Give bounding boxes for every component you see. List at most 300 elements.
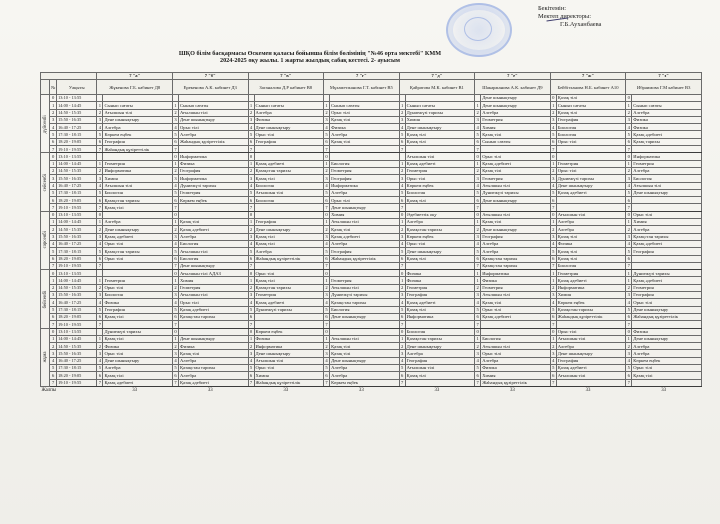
cell-lesson-number: 3	[552, 350, 555, 356]
cell-subject: Дүниежүзі тарихы	[178, 182, 248, 189]
cell-lesson-number: 5	[98, 307, 102, 313]
title-line-2: 2024-2025 оқу жылы. 1 жарты жылдық сабақ кестесі. 2- ауысым	[219, 57, 401, 64]
cell-subject: Дене шынықтыру	[330, 357, 400, 364]
cell-subject: География	[556, 357, 626, 364]
table-row	[41, 357, 702, 364]
table-row	[41, 160, 702, 167]
cell-subject: Көркем еңбек	[254, 328, 324, 335]
cell-subject: Қазақ тілі	[330, 350, 400, 357]
cell-subject	[556, 197, 626, 204]
cell-lesson-number: 2	[249, 110, 253, 116]
cell-lesson-number: 6	[249, 197, 253, 203]
cell-lesson-number: 2	[552, 110, 555, 116]
cell-subject: Информатика	[254, 343, 324, 350]
cell-subject: Орыс тілі	[178, 124, 248, 131]
lesson-time: 13:10 - 13:55	[57, 270, 97, 277]
lesson-time: 19:10 - 19:55	[57, 379, 97, 386]
cell-subject	[330, 270, 400, 277]
cell-subject: Қазақ тілі	[330, 343, 400, 350]
cell-subject	[405, 321, 475, 328]
cell-subject: Дене шынықтыру	[481, 95, 551, 102]
cell-lesson-number: 3	[174, 117, 177, 123]
cell-subject: Қазақ тілі	[481, 299, 551, 306]
cell-subject: Көркем еңбек	[632, 357, 702, 364]
grade-label: 7 "а"	[97, 73, 173, 80]
table-row	[41, 299, 702, 306]
cell-subject: Биология	[254, 182, 324, 189]
cell-lesson-number: 1	[476, 102, 479, 108]
cell-subject: Дене шынықтыру	[330, 204, 400, 211]
cell-subject: Қазақ тілі	[330, 138, 400, 145]
cell-subject: Орыс тілі	[330, 197, 400, 204]
cell-subject	[254, 211, 324, 218]
cell-subject: Қазақстан тарихы	[254, 167, 324, 174]
cell-lesson-number: 0	[552, 153, 555, 159]
cell-lesson-number: 4	[476, 241, 479, 247]
cell-lesson-number: 7	[552, 380, 555, 386]
table-row	[41, 277, 702, 284]
lesson-number: 2	[50, 226, 57, 233]
lesson-time: 18:20 - 19:05	[57, 372, 97, 379]
cell-lesson-number: 1	[98, 102, 102, 108]
cell-lesson-number: 2	[325, 168, 328, 174]
lesson-number: 4	[50, 240, 57, 247]
cell-subject: Химия	[632, 219, 702, 226]
cell-lesson-number: 5	[552, 365, 555, 371]
cell-subject: Ағылшын тілі	[254, 189, 324, 196]
cell-lesson-number: 2	[400, 110, 404, 116]
cell-subject: Информатика	[330, 182, 400, 189]
lesson-time: 17:30 - 18:15	[57, 248, 97, 255]
cell-subject: Ағылшын тілі	[103, 109, 173, 116]
table-row	[41, 95, 702, 102]
cell-subject	[103, 262, 173, 269]
cell-lesson-number: 7	[627, 204, 630, 210]
cell-lesson-number: 7	[249, 380, 253, 386]
cell-subject: Биология	[556, 124, 626, 131]
cell-subject	[405, 146, 475, 153]
cell-lesson-number: 2	[249, 168, 253, 174]
cell-lesson-number: 0	[400, 270, 404, 276]
cell-lesson-number: 6	[249, 255, 253, 261]
cell-lesson-number: 2	[174, 285, 177, 291]
cell-subject	[254, 313, 324, 320]
lesson-time: 18:20 - 19:05	[57, 197, 97, 204]
cell-lesson-number: 2	[627, 226, 630, 232]
cell-lesson-number: 4	[627, 241, 630, 247]
cell-subject: Көркем еңбек	[556, 299, 626, 306]
cell-subject: Дене шынықтыру	[405, 343, 475, 350]
cell-lesson-number: 2	[400, 168, 404, 174]
lesson-number: 7	[50, 321, 57, 328]
lesson-number: 0	[50, 211, 57, 218]
cell-subject: Алгебра	[330, 364, 400, 371]
cell-lesson-number: 3	[552, 292, 555, 298]
cell-subject: Биология	[556, 262, 626, 269]
cell-subject: Ағылшын тілі	[178, 109, 248, 116]
table-row	[41, 124, 702, 131]
cell-subject: Қазақ әдебиеті	[178, 306, 248, 313]
cell-lesson-number: 2	[627, 285, 630, 291]
cell-lesson-number: 5	[174, 190, 177, 196]
cell-subject: Ағылшын тілі	[481, 343, 551, 350]
cell-subject: Алгебра	[178, 372, 248, 379]
cell-subject: Геометрия	[330, 167, 400, 174]
cell-subject: Орыс тілі	[632, 299, 702, 306]
cell-lesson-number: 7	[174, 321, 177, 327]
cell-lesson-number: 0	[174, 212, 177, 218]
cell-subject	[405, 95, 475, 102]
table-row	[41, 109, 702, 116]
lesson-time: 16:40 - 17:25	[57, 240, 97, 247]
cell-subject: Биология	[103, 292, 173, 299]
cell-lesson-number: 7	[476, 146, 479, 152]
time-header: Уақыты	[57, 80, 97, 95]
cell-subject	[103, 321, 173, 328]
cell-lesson-number: 5	[476, 190, 479, 196]
cell-subject: Алгебра	[632, 343, 702, 350]
cell-lesson-number: 6	[400, 372, 404, 378]
cell-lesson-number: 3	[627, 175, 630, 181]
cell-lesson-number: 3	[476, 292, 479, 298]
cell-subject: Физика	[481, 364, 551, 371]
cell-lesson-number: 6	[174, 372, 177, 378]
cell-subject: Алгебра	[103, 124, 173, 131]
table-row	[41, 189, 702, 196]
cell-subject: Дене шынықтыру	[178, 335, 248, 342]
cell-lesson-number: 2	[552, 343, 555, 349]
cell-lesson-number: 6	[400, 255, 404, 261]
cell-subject	[330, 146, 400, 153]
lesson-number: 5	[50, 189, 57, 196]
cell-lesson-number: 5	[400, 190, 404, 196]
cell-lesson-number: 1	[174, 219, 177, 225]
cell-subject	[254, 95, 324, 102]
cell-subject: Қазақ тілі	[405, 255, 475, 262]
cell-lesson-number: 4	[249, 358, 253, 364]
grade-label: 7 "ж"	[550, 73, 626, 80]
lesson-time: 16:40 - 17:25	[57, 299, 97, 306]
cell-lesson-number: 0	[249, 328, 253, 334]
cell-lesson-number: 7	[174, 204, 177, 210]
cell-subject: Орыс тілі	[481, 306, 551, 313]
cell-subject: Қазақстан тарихы	[405, 226, 475, 233]
lesson-number: 0	[50, 95, 57, 102]
lesson-time: 14:50 - 15:35	[57, 284, 97, 291]
cell-lesson-number: 0	[249, 212, 253, 218]
cell-subject	[481, 328, 551, 335]
cell-lesson-number: 6	[174, 197, 177, 203]
cell-lesson-number: 2	[627, 343, 630, 349]
cell-subject: Қазақ әдебиеті	[632, 240, 702, 247]
cell-lesson-number: 5	[325, 190, 328, 196]
cell-lesson-number: 0	[174, 270, 177, 276]
cell-lesson-number: 1	[476, 270, 479, 276]
cell-subject: Физика	[481, 277, 551, 284]
cell-subject: Геометрия	[632, 160, 702, 167]
cell-lesson-number: 3	[249, 117, 253, 123]
cell-subject: Қазақстан тарихы	[556, 306, 626, 313]
cell-lesson-number: 7	[249, 321, 253, 327]
cell-subject: Қазақ тілі	[632, 372, 702, 379]
cell-lesson-number: 7	[627, 263, 630, 269]
cell-subject	[178, 321, 248, 328]
cell-subject: Дүниежүзі тарихы	[330, 292, 400, 299]
approval-line-3: Г.Б.Ауханбаева	[560, 21, 602, 28]
cell-subject: Көркем еңбек	[405, 182, 475, 189]
cell-subject: Дене шынықтыру	[405, 248, 475, 255]
cell-lesson-number: 6	[249, 139, 253, 145]
cell-lesson-number: 5	[552, 248, 555, 254]
cell-subject: Дене шынықтыру	[481, 226, 551, 233]
cell-lesson-number: 3	[400, 292, 404, 298]
cell-lesson-number: 1	[249, 336, 253, 342]
cell-lesson-number: 1	[627, 161, 630, 167]
lesson-number: 7	[50, 262, 57, 269]
cell-lesson-number: 1	[325, 219, 328, 225]
cell-lesson-number: 1	[627, 277, 630, 283]
teacher-cabinet-header: Ерекенова А.К. кабинет Д3	[172, 80, 248, 95]
cell-subject: Физика	[178, 343, 248, 350]
cell-subject: Алгебра	[254, 248, 324, 255]
cell-subject: Қазақ тілі	[405, 131, 475, 138]
schedule-table	[40, 72, 702, 395]
cell-subject: Дене шынықтыру	[632, 306, 702, 313]
cell-subject: Қазақ тілі	[254, 233, 324, 240]
table-row	[41, 197, 702, 204]
cell-lesson-number: 2	[400, 285, 404, 291]
cell-lesson-number: 1	[552, 161, 555, 167]
cell-lesson-number: 7	[98, 321, 102, 327]
lesson-time: 14:00 - 14:45	[57, 160, 97, 167]
cell-subject: Жаһандық құзіреттілік	[254, 255, 324, 262]
cell-lesson-number: 3	[325, 175, 328, 181]
cell-subject: География	[103, 306, 173, 313]
cell-subject: Жаһандық құзіреттілік	[330, 255, 400, 262]
cell-lesson-number: 4	[98, 299, 102, 305]
cell-subject: Дүниежүзі тарихы	[254, 306, 324, 313]
cell-subject: Геометрия	[481, 116, 551, 123]
cell-lesson-number: 6	[400, 314, 404, 320]
cell-subject: Көркем еңбек	[330, 379, 400, 386]
cell-lesson-number: 6	[552, 314, 555, 320]
cell-subject	[330, 321, 400, 328]
lesson-number: 3	[50, 292, 57, 299]
cell-lesson-number: 6	[325, 255, 328, 261]
cell-subject: География	[103, 138, 173, 145]
lesson-number: 2	[50, 284, 57, 291]
lesson-number: 1	[50, 335, 57, 342]
cell-lesson-number: 5	[325, 307, 328, 313]
cell-subject: Қазақстан тарихы	[103, 248, 173, 255]
cell-subject	[556, 153, 626, 160]
cell-lesson-number: 7	[400, 146, 404, 152]
cell-lesson-number: 5	[400, 248, 404, 254]
lesson-time: 15:50 - 16:35	[57, 116, 97, 123]
cell-lesson-number: 7	[627, 380, 630, 386]
lesson-time: 18:20 - 19:05	[57, 255, 97, 262]
cell-lesson-number: 0	[627, 212, 630, 218]
lesson-number: 5	[50, 248, 57, 255]
cell-subject: Геометрия	[178, 189, 248, 196]
cell-lesson-number: 5	[325, 365, 328, 371]
cell-subject: Дүниежүзі тарихы	[103, 328, 173, 335]
lesson-time: 14:50 - 15:35	[57, 226, 97, 233]
grade-label: 7 "е"	[475, 73, 551, 80]
cell-subject: География	[556, 116, 626, 123]
cell-lesson-number: 3	[476, 350, 479, 356]
cell-subject: Қазақ әдебиеті	[632, 277, 702, 284]
cell-subject: Алгебра	[481, 240, 551, 247]
lesson-time: 14:00 - 14:45	[57, 102, 97, 109]
cell-subject	[330, 95, 400, 102]
table-row	[41, 364, 702, 371]
cell-subject: Геометрия	[178, 284, 248, 291]
cell-subject: Геометрия	[103, 160, 173, 167]
lesson-time: 14:50 - 15:35	[57, 109, 97, 116]
cell-subject: Химия	[481, 372, 551, 379]
cell-lesson-number: 6	[325, 314, 328, 320]
cell-subject: Қазақ әдебиеті	[103, 379, 173, 386]
cell-subject: География	[330, 175, 400, 182]
cell-lesson-number: 5	[400, 131, 404, 137]
cell-subject: Информатика	[556, 284, 626, 291]
cell-lesson-number: 7	[98, 146, 102, 152]
cell-lesson-number: 2	[400, 343, 404, 349]
cell-subject: География	[632, 248, 702, 255]
cell-subject: Химия	[330, 211, 400, 218]
cell-subject: Геометрия	[556, 160, 626, 167]
cell-lesson-number: 5	[249, 131, 253, 137]
lesson-time: 15:50 - 16:35	[57, 233, 97, 240]
cell-lesson-number: 0	[400, 212, 404, 218]
cell-lesson-number: 2	[476, 226, 479, 232]
cell-subject: География	[405, 357, 475, 364]
cell-lesson-number: 5	[98, 190, 102, 196]
cell-subject: Физика	[405, 270, 475, 277]
cell-lesson-number: 2	[325, 343, 328, 349]
cell-subject: Қазақ тілі	[481, 219, 551, 226]
cell-subject: Ағылшын тілі	[556, 211, 626, 218]
cell-lesson-number: 5	[98, 248, 102, 254]
lesson-number: 0	[50, 328, 57, 335]
cell-lesson-number: 3	[98, 175, 102, 181]
cell-subject: Қазақстан тарихы	[330, 299, 400, 306]
cell-lesson-number: 2	[552, 285, 555, 291]
total-hours: 33	[207, 388, 213, 394]
cell-lesson-number: 3	[98, 234, 102, 240]
cell-subject: Геометрия	[556, 270, 626, 277]
cell-lesson-number: 1	[325, 102, 328, 108]
cell-lesson-number: 4	[552, 358, 555, 364]
cell-subject: Қазақ тілі	[103, 204, 173, 211]
cell-subject: География	[178, 167, 248, 174]
cell-lesson-number: 1	[552, 102, 555, 108]
cell-subject: Қазақ тілі	[556, 255, 626, 262]
cell-lesson-number: 6	[249, 372, 253, 378]
cell-subject: Сынып сағаты	[481, 138, 551, 145]
grade-label: 7 "з"	[626, 73, 702, 80]
cell-lesson-number: 6	[98, 372, 102, 378]
cell-lesson-number: 4	[98, 183, 102, 188]
cell-lesson-number: 0	[400, 328, 404, 334]
cell-lesson-number: 7	[400, 321, 404, 327]
cell-subject: География	[632, 292, 702, 299]
cell-lesson-number: 1	[325, 336, 328, 342]
cell-lesson-number: 3	[325, 350, 328, 356]
cell-lesson-number: 2	[98, 285, 102, 291]
lesson-time: 14:00 - 14:45	[57, 335, 97, 342]
total-hours: 33	[661, 388, 667, 394]
approval-line-2: Мектеп директоры:	[538, 13, 591, 20]
cell-subject	[556, 204, 626, 211]
cell-subject	[254, 153, 324, 160]
cell-lesson-number: 2	[476, 343, 479, 349]
title-line-1: ШҚО білім басқармасы Өскемен қаласы бойынша білім бөлімінің "№46 орта мектебі" КММ	[178, 50, 442, 57]
cell-subject	[103, 211, 173, 218]
cell-subject: Физика	[632, 124, 702, 131]
cell-subject: Орыс тілі	[254, 270, 324, 277]
lesson-number: 4	[50, 357, 57, 364]
cell-lesson-number: 7	[476, 263, 479, 269]
cell-lesson-number: 2	[98, 226, 102, 232]
cell-subject: Физика	[254, 335, 324, 342]
cell-subject: Ағылшын тілі	[632, 182, 702, 189]
cell-subject: Физика	[330, 124, 400, 131]
cell-lesson-number: 2	[627, 168, 630, 174]
cell-subject: Алгебра	[330, 131, 400, 138]
cell-lesson-number: 0	[325, 212, 328, 218]
cell-subject: Қазақ тілі	[254, 175, 324, 182]
cell-subject: Қазақ тілі	[103, 313, 173, 320]
cell-lesson-number: 4	[249, 241, 253, 247]
cell-subject: Дене шынықтыру	[103, 357, 173, 364]
cell-subject: Сынып сағаты	[254, 102, 324, 109]
cell-lesson-number: 5	[98, 365, 102, 371]
cell-lesson-number: 0	[552, 328, 555, 334]
cell-subject: Қазақ әдебиеті	[556, 277, 626, 284]
cell-subject: Дүниежүзі тарихы	[556, 175, 626, 182]
cell-subject: Геометрия	[632, 284, 702, 291]
cell-lesson-number: 0	[325, 270, 328, 276]
cell-subject: Биология	[405, 189, 475, 196]
cell-subject: Дене шынықтыру	[632, 335, 702, 342]
cell-subject: Геометрия	[103, 277, 173, 284]
cell-lesson-number: 1	[627, 270, 630, 276]
cell-subject: Биология	[405, 328, 475, 335]
cell-subject: Сынып сағаты	[556, 102, 626, 109]
cell-lesson-number: 3	[325, 234, 328, 240]
table-row	[41, 102, 702, 109]
cell-lesson-number: 1	[249, 161, 253, 167]
cell-lesson-number: 7	[325, 380, 328, 386]
cell-subject: Физика	[632, 328, 702, 335]
cell-lesson-number: 6	[552, 372, 555, 378]
cell-subject: Физика	[103, 299, 173, 306]
cell-lesson-number: 0	[174, 328, 177, 334]
cell-subject: Алгебра	[632, 167, 702, 174]
cell-lesson-number: 3	[325, 292, 328, 298]
cell-lesson-number: 4	[400, 299, 404, 305]
lesson-time: 16:40 - 17:25	[57, 124, 97, 131]
cell-subject: Қазақ тілі	[405, 138, 475, 145]
cell-lesson-number: 3	[174, 292, 177, 298]
cell-subject: Алгебра	[103, 219, 173, 226]
cell-subject: Алгебра	[632, 109, 702, 116]
cell-subject: Жаһандық құзіреттілік	[632, 313, 702, 320]
lesson-time: 14:50 - 15:35	[57, 343, 97, 350]
cell-subject: Дене шынықтыру	[254, 350, 324, 357]
